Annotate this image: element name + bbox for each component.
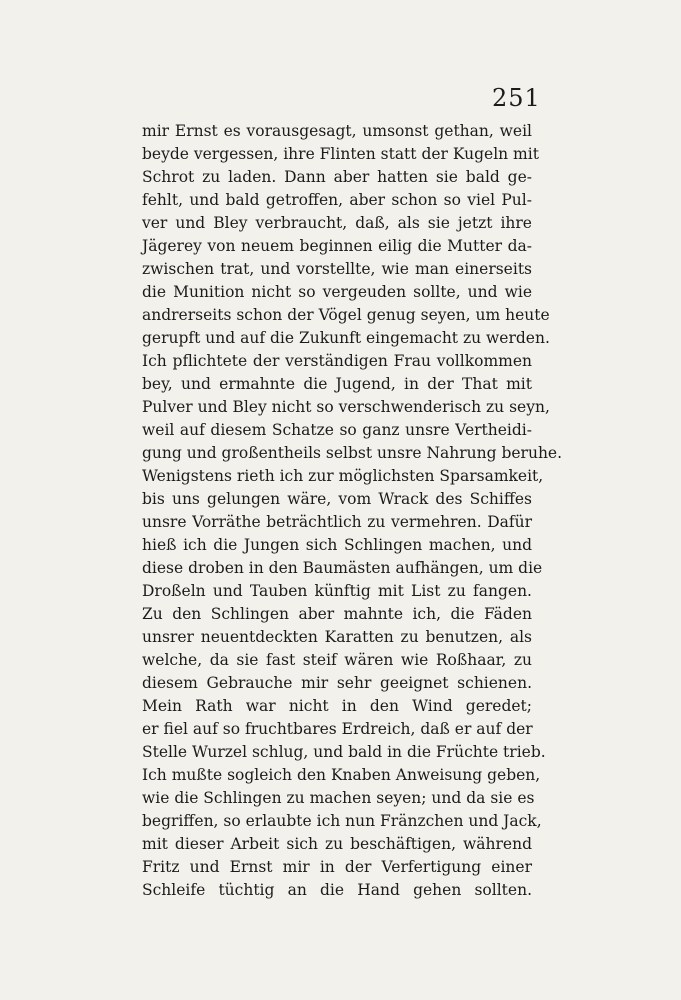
text-line: gerupft und auf die Zukunft eingemacht zu werden. xyxy=(142,329,550,347)
text-line: bey, und ermahnte die Jugend, in der That mit xyxy=(142,375,532,393)
text-line: Zu den Schlingen aber mahnte ich, die Fäden xyxy=(142,605,532,623)
text-line: er fiel auf so fruchtbares Erdreich, daß er auf der xyxy=(142,720,533,738)
text-line: Schleife tüchtig an die Hand gehen sollten. xyxy=(142,881,532,899)
text-line: gung und großentheils selbst unsre Nahrung beruhe. xyxy=(142,444,563,462)
page-number: 251 xyxy=(492,84,541,112)
text-line: weil auf diesem Schatze so ganz unsre Vertheidi- xyxy=(142,421,532,439)
text-line: ver und Bley verbraucht, daß, als sie jetzt ihre xyxy=(142,214,532,232)
text-line: hieß ich die Jungen sich Schlingen machen, und xyxy=(142,536,532,554)
text-line: Stelle Wurzel schlug, und bald in die Früchte trieb. xyxy=(142,743,546,761)
text-line: beyde vergessen, ihre Flinten statt der Kugeln mit xyxy=(142,145,539,163)
text-line: Droßeln und Tauben künftig mit List zu fangen. xyxy=(142,582,532,600)
text-line: zwischen trat, und vorstellte, wie man einerseits xyxy=(142,260,532,278)
text-line: andrerseits schon der Vögel genug seyen, um heute xyxy=(142,306,550,324)
text-line: Pulver und Bley nicht so verschwenderisch zu seyn, xyxy=(142,398,550,416)
text-line: welche, da sie fast steif wären wie Roßhaar, zu xyxy=(142,651,532,669)
text-line: fehlt, und bald getroffen, aber schon so viel Pul- xyxy=(142,191,532,209)
text-line: Schrot zu laden. Dann aber hatten sie bald ge- xyxy=(142,168,532,186)
text-line: begriffen, so erlaubte ich nun Fränzchen und Jack, xyxy=(142,812,542,830)
text-line: bis uns gelungen wäre, vom Wrack des Schiffes xyxy=(142,490,532,508)
text-line: Mein Rath war nicht in den Wind geredet; xyxy=(142,697,532,715)
text-line: diese droben in den Baumästen aufhängen, um die xyxy=(142,559,543,577)
text-line: mir Ernst es vorausgesagt, umsonst gethan, weil xyxy=(142,122,532,140)
text-line: unsre Vorräthe beträchtlich zu vermehren. Dafür xyxy=(142,513,532,531)
body-text xyxy=(142,120,563,902)
text-line: Ich pflichtete der verständigen Frau vollkommen xyxy=(142,352,532,370)
text-line: unsrer neuentdeckten Karatten zu benutzen, als xyxy=(142,628,532,646)
text-line: Fritz und Ernst mir in der Verfertigung einer xyxy=(142,858,532,876)
text-line: diesem Gebrauche mir sehr geeignet schienen. xyxy=(142,674,532,692)
text-line: mit dieser Arbeit sich zu beschäftigen, während xyxy=(142,835,532,853)
text-line: wie die Schlingen zu machen seyen; und da sie es xyxy=(142,789,535,807)
text-line: die Munition nicht so vergeuden sollte, und wie xyxy=(142,283,532,301)
text-line: Wenigstens rieth ich zur möglichsten Sparsamkeit, xyxy=(142,467,544,485)
text-line: Ich mußte sogleich den Knaben Anweisung geben, xyxy=(142,766,541,784)
text-line: Jägerey von neuem beginnen eilig die Mutter da- xyxy=(142,237,532,255)
